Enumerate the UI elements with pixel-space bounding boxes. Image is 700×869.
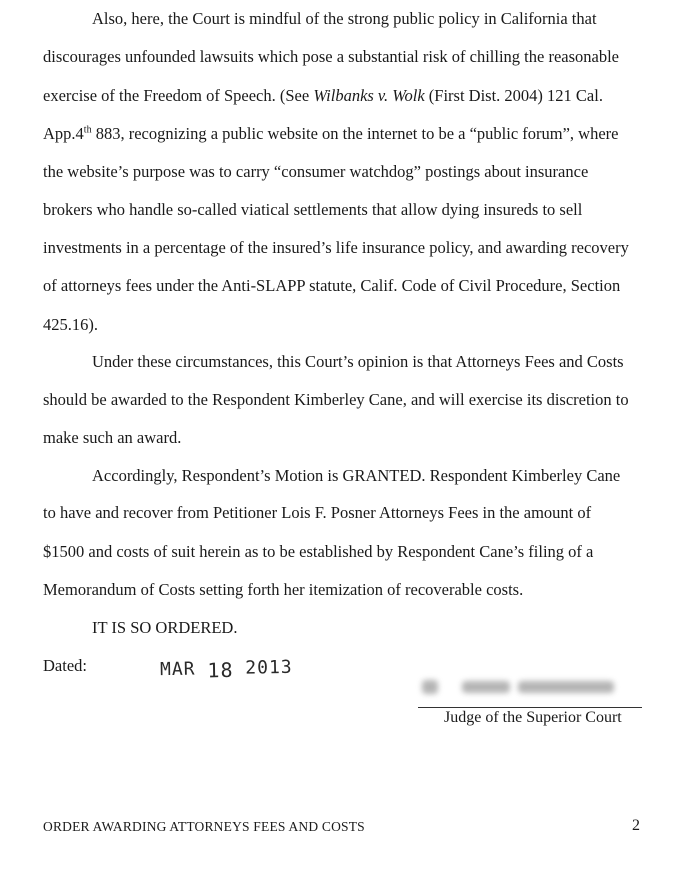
signature-line bbox=[418, 707, 642, 708]
paragraph-1-line-5: the website’s purpose was to carry “consumer watchdog” postings about insurance bbox=[43, 162, 589, 181]
paragraph-1-line-7: investments in a percentage of the insured’s life insurance policy, and awarding recovery bbox=[43, 238, 629, 257]
stamp-month: MAR bbox=[159, 658, 196, 681]
text-segment: App.4 bbox=[43, 124, 84, 143]
signature-mark bbox=[422, 680, 438, 694]
paragraph-2-line-3: make such an award. bbox=[43, 428, 182, 447]
paragraph-1-line-4 bbox=[43, 124, 618, 144]
paragraph-3-line-2: to have and recover from Petitioner Lois F. Posner Attorneys Fees in the amount of bbox=[43, 503, 592, 522]
judge-title: Judge of the Superior Court bbox=[444, 709, 622, 726]
ordinal-superscript: th bbox=[83, 124, 92, 136]
signature-mark bbox=[462, 681, 510, 693]
order-statement: IT IS SO ORDERED. bbox=[92, 618, 238, 637]
paragraph-3-line-1: Accordingly, Respondent’s Motion is GRANTED. Respondent Kimberley Cane bbox=[92, 466, 621, 485]
paragraph-3-line-4: Memorandum of Costs setting forth her itemization of recoverable costs. bbox=[43, 580, 524, 599]
case-citation: Wilbanks v. Wolk bbox=[313, 86, 425, 105]
paragraph-1-line-9: 425.16). bbox=[43, 315, 98, 334]
paragraph-3-line-3: $1500 and costs of suit herein as to be established by Respondent Cane’s filing of a bbox=[43, 542, 594, 561]
text-segment: 883, recognizing a public website on the internet to be a “public forum”, where bbox=[91, 124, 619, 143]
page-number: 2 bbox=[632, 817, 640, 834]
signature-mark bbox=[518, 681, 614, 693]
footer-title: ORDER AWARDING ATTORNEYS FEES AND COSTS bbox=[43, 819, 365, 834]
judge-signature bbox=[420, 676, 620, 698]
paragraph-1-line-8: of attorneys fees under the Anti-SLAPP statute, Calif. Code of Civil Procedure, Section bbox=[43, 276, 621, 295]
paragraph-2-line-2: should be awarded to the Respondent Kimberley Cane, and will exercise its discretion to bbox=[43, 390, 629, 409]
paragraph-1-line-6: brokers who handle so-called viatical settlements that allow dying insureds to sell bbox=[43, 200, 583, 219]
stamp-day: 18 bbox=[207, 657, 234, 683]
paragraph-1-line-3 bbox=[43, 86, 603, 106]
paragraph-1-line-2: discourages unfounded lawsuits which pose a substantial risk of chilling the reasonable bbox=[43, 47, 619, 66]
paragraph-2-line-1: Under these circumstances, this Court’s opinion is that Attorneys Fees and Costs bbox=[92, 352, 624, 371]
dated-label: Dated: bbox=[43, 656, 87, 675]
text-segment: exercise of the Freedom of Speech. (See bbox=[43, 86, 314, 105]
text-segment: (First Dist. 2004) 121 Cal. bbox=[424, 86, 603, 105]
paragraph-1-line-1: Also, here, the Court is mindful of the strong public policy in California that bbox=[92, 9, 597, 28]
stamp-year: 2013 bbox=[245, 656, 293, 679]
date-stamp bbox=[159, 654, 293, 683]
